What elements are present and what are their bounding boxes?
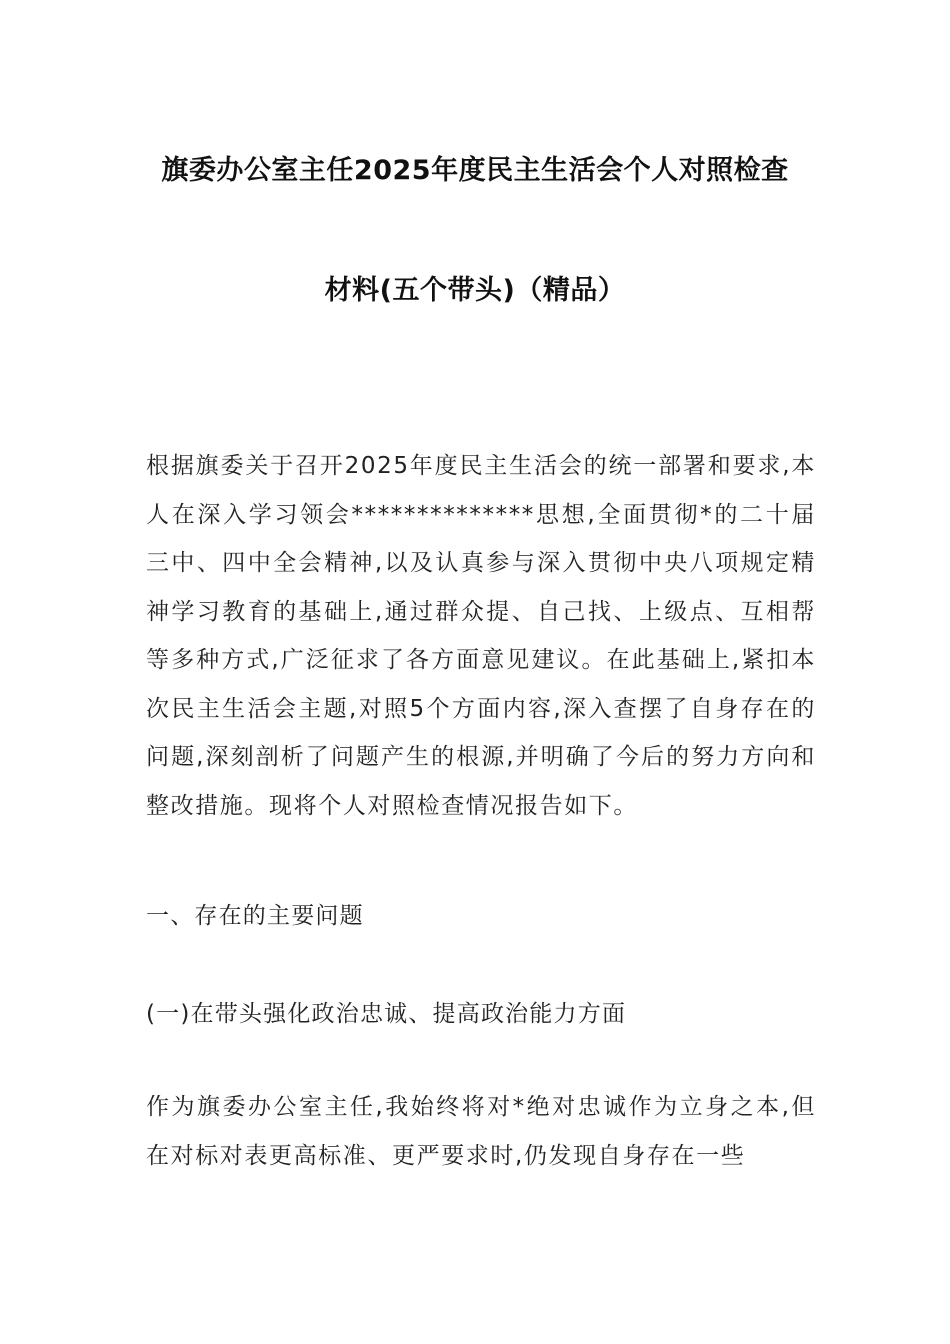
section-heading: 一、存在的主要问题: [146, 903, 364, 929]
body-paragraph: 作为旗委办公室主任,我始终将对*绝对忠诚作为立身之本,但在对标对表更高标准、更严要求时,仍发现自身存在一些: [146, 1094, 816, 1169]
document-title-line-1: 旗委办公室主任2025年度民主生活会个人对照检查: [161, 155, 789, 186]
document-title-line-2: 材料(五个带头)（精品）: [324, 275, 626, 306]
subsection-heading: (一)在带头强化政治忠诚、提高政治能力方面: [146, 1001, 627, 1027]
intro-paragraph: 根据旗委关于召开2025年度民主生活会的统一部署和要求,本人在深入学习领会**************思想,全面贯彻*的二十届三中、四中全会精神,以及认真参与深入贯彻中央八项规定精神学习教育的基础上,通过群众提、自己找、上级点、互相帮等多种方式,广泛征求了各方面意见建议。在此基础上,紧扣本次民主生活会主题,对照5个方面内容,深入查摆了自身存在的问题,深刻剖析了问题产生的根源,并明确了今后的努力方向和整改措施。现将个人对照检查情况报告如下。: [146, 453, 816, 819]
